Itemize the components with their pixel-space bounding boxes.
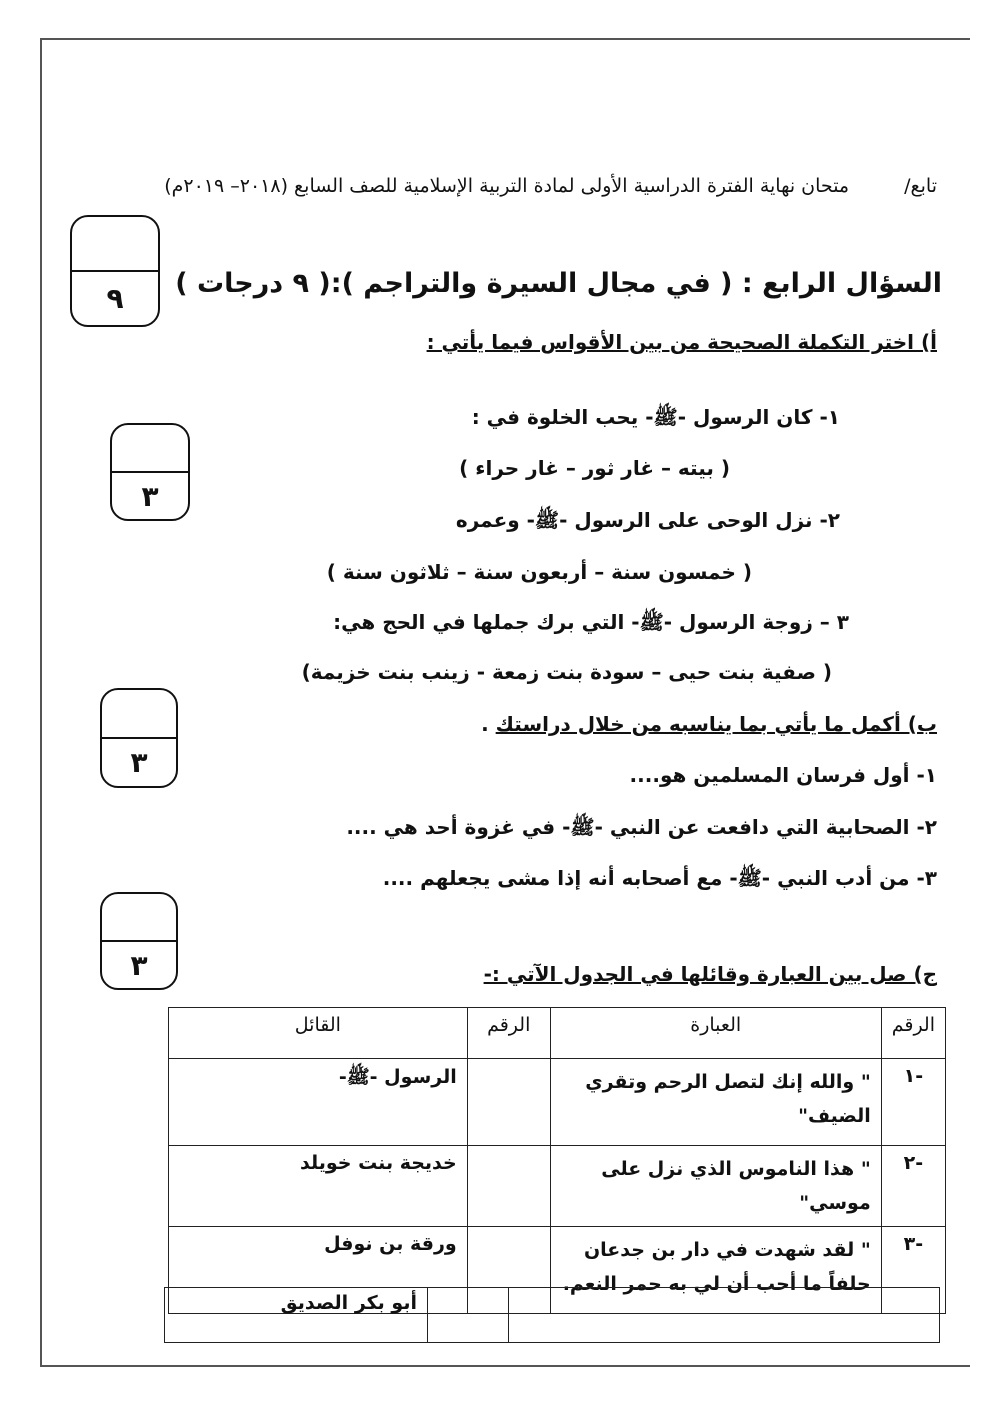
section-b-score-box xyxy=(100,688,178,788)
section-b-score: ٣ xyxy=(130,746,148,779)
total-score: ٩ xyxy=(106,282,124,315)
answer-cell[interactable] xyxy=(428,1288,509,1343)
b-item-2: ٢- الصحابية التي دافعت عن النبي -ﷺ- في غزوة أحد هي .... xyxy=(346,815,937,839)
section-a-heading: أ) اختر التكملة الصحيحة من بين الأقواس فيما يأتي : xyxy=(426,330,937,354)
extra-speaker-table xyxy=(164,1287,940,1343)
table-header-row xyxy=(169,1008,946,1059)
row-num: -١ xyxy=(881,1059,945,1146)
section-b-heading: ب) أكمل ما يأتي بما يناسبه من خلال دراستك . xyxy=(481,712,937,736)
total-score-box xyxy=(70,215,160,327)
table-row xyxy=(169,1059,946,1146)
matching-table xyxy=(168,1007,946,1314)
b-item-3: ٣- من أدب النبي -ﷺ- مع أصحابه أنه إذا مشى يجعلهم .... xyxy=(382,866,937,890)
a-item-1-options: ( بيته – غار ثور – غار حراء ) xyxy=(459,456,730,480)
answer-cell[interactable] xyxy=(467,1059,550,1146)
section-a-score: ٣ xyxy=(141,479,159,513)
table-row xyxy=(165,1288,940,1343)
answer-cell[interactable] xyxy=(467,1146,550,1227)
a-item-2-question: ٢- نزل الوحى على الرسول -ﷺ- وعمره xyxy=(455,508,840,532)
row-phrase: " والله إنك لتصل الرحم وتقري الضيف" xyxy=(550,1059,881,1146)
exam-header xyxy=(164,175,937,197)
row-speaker: ورقة بن نوفل xyxy=(169,1227,468,1314)
header-title: متحان نهاية الفترة الدراسية الأولى لمادة التربية الإسلامية للصف السابع (٢٠١٨– ٢٠١٩م) xyxy=(164,175,850,197)
extra-blank xyxy=(509,1288,940,1343)
section-c-heading: ج) صل بين العبارة وقائلها في الجدول الآتي :- xyxy=(483,962,937,986)
question-title: السؤال الرابع : ( في مجال السيرة والتراجم ):( ٩ درجات ) xyxy=(175,268,942,299)
a-item-1-question: ١- كان الرسول -ﷺ- يحب الخلوة في : xyxy=(471,405,840,429)
section-c-score: ٣ xyxy=(130,948,148,982)
extra-speaker: أبو بكر الصديق xyxy=(165,1288,428,1343)
a-item-3-question: ٣ – زوجة الرسول -ﷺ- التي برك جملها في الحج هي: xyxy=(333,610,849,634)
table-row xyxy=(169,1146,946,1227)
row-num: -٢ xyxy=(881,1146,945,1227)
a-item-2-options: ( خمسون سنة – أربعون سنة – ثلاثون سنة ) xyxy=(326,560,752,584)
row-num: -٣ xyxy=(881,1227,945,1314)
section-c-score-box xyxy=(100,892,178,990)
col-speaker: القائل xyxy=(169,1008,468,1059)
section-a-score-box xyxy=(110,423,190,521)
header-prefix: تابع/ xyxy=(904,175,937,197)
score-box-blank xyxy=(72,217,158,272)
col-phrase: العبارة xyxy=(550,1008,881,1059)
a-item-3-options: ( صفية بنت حيى – سودة بنت زمعة - زينب بنت خزيمة) xyxy=(301,660,832,684)
b-item-1: ١- أول فرسان المسلمين هو.... xyxy=(629,763,937,787)
col-num2: الرقم xyxy=(467,1008,550,1059)
row-phrase: " هذا الناموس الذي نزل على موسي" xyxy=(550,1146,881,1227)
row-speaker: الرسول -ﷺ- xyxy=(169,1059,468,1146)
row-speaker: خديجة بنت خويلد xyxy=(169,1146,468,1227)
col-num: الرقم xyxy=(881,1008,945,1059)
row-phrase: " لقد شهدت في دار بن جدعان حلفاً ما أحب أن لي به حمر النعم. xyxy=(550,1227,881,1314)
